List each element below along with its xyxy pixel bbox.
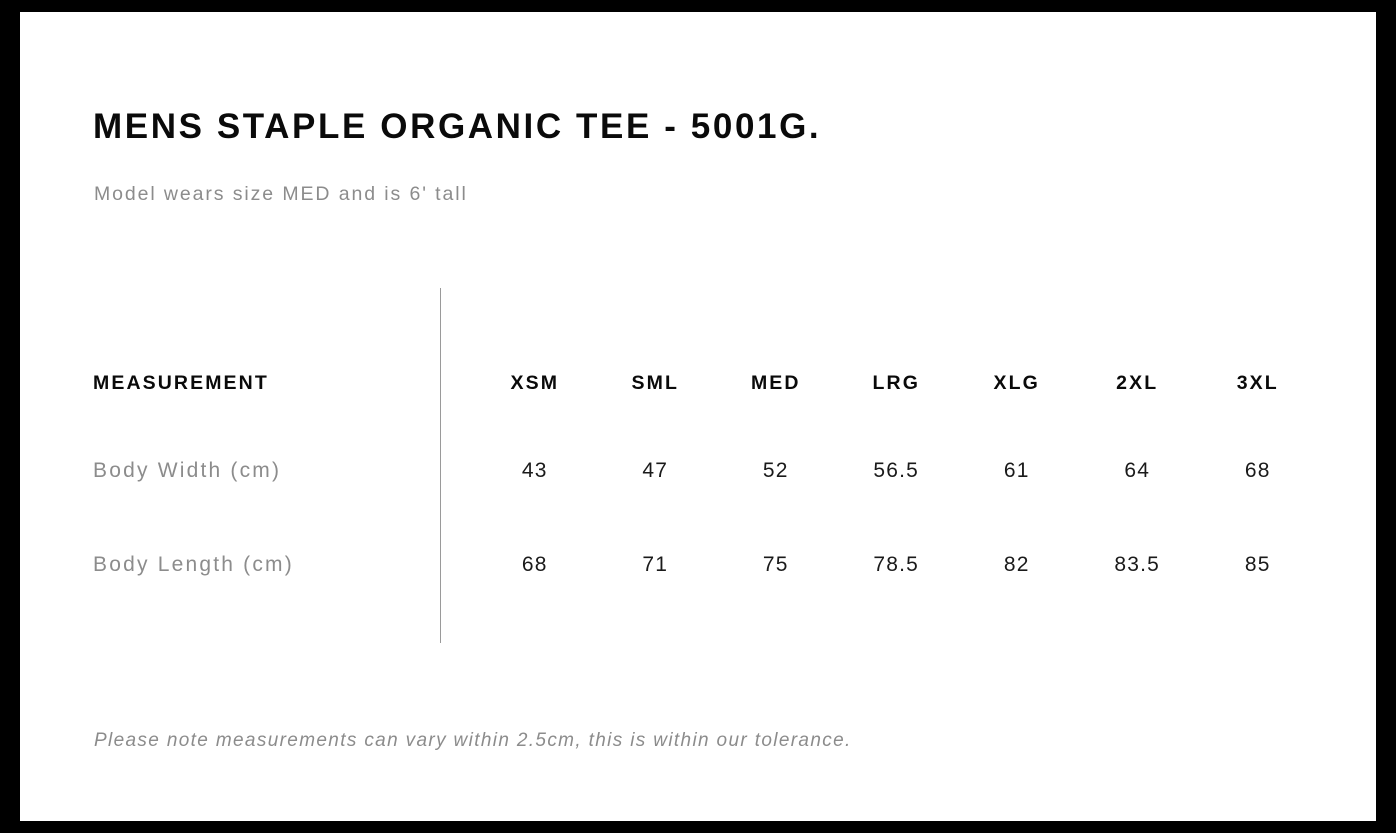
column-header-med: MED xyxy=(750,371,801,394)
cell-body-length-sml: 71 xyxy=(642,553,669,576)
cell-body-width-med: 52 xyxy=(762,459,789,482)
page-title: MENS STAPLE ORGANIC TEE - 5001G. xyxy=(93,107,822,146)
column-header-xlg: XLG xyxy=(993,371,1040,394)
column-header-xsm: XSM xyxy=(510,371,560,394)
size-chart-page xyxy=(20,12,1376,821)
tolerance-note: Please note measurements can vary within 2.5cm, this is within our tolerance. xyxy=(94,730,852,751)
table-row xyxy=(93,424,1318,518)
cell-body-width-xlg: 61 xyxy=(1003,459,1030,482)
cell-body-length-3xl: 85 xyxy=(1244,553,1271,576)
cell-body-width-sml: 47 xyxy=(642,459,669,482)
cell-body-length-xlg: 82 xyxy=(1003,553,1030,576)
cell-body-width-xsm: 43 xyxy=(521,459,548,482)
cell-body-length-med: 75 xyxy=(762,553,789,576)
cell-body-length-lrg: 78.5 xyxy=(873,553,920,576)
size-chart-table xyxy=(93,342,1318,612)
row-label-body-length: Body Length (cm) xyxy=(93,553,294,576)
row-label-body-width: Body Width (cm) xyxy=(93,459,282,482)
column-header-3xl: 3XL xyxy=(1236,371,1279,394)
table-header-row xyxy=(93,342,1318,424)
column-header-2xl: 2XL xyxy=(1116,371,1159,394)
cell-body-length-2xl: 83.5 xyxy=(1114,553,1161,576)
cell-body-width-3xl: 68 xyxy=(1244,459,1271,482)
column-header-measurement: MEASUREMENT xyxy=(93,371,269,394)
cell-body-width-lrg: 56.5 xyxy=(873,459,920,482)
cell-body-length-xsm: 68 xyxy=(521,553,548,576)
model-note: Model wears size MED and is 6' tall xyxy=(94,183,468,205)
column-header-sml: SML xyxy=(631,371,679,394)
column-header-lrg: LRG xyxy=(872,371,920,394)
cell-body-width-2xl: 64 xyxy=(1124,459,1151,482)
table-row xyxy=(93,518,1318,612)
